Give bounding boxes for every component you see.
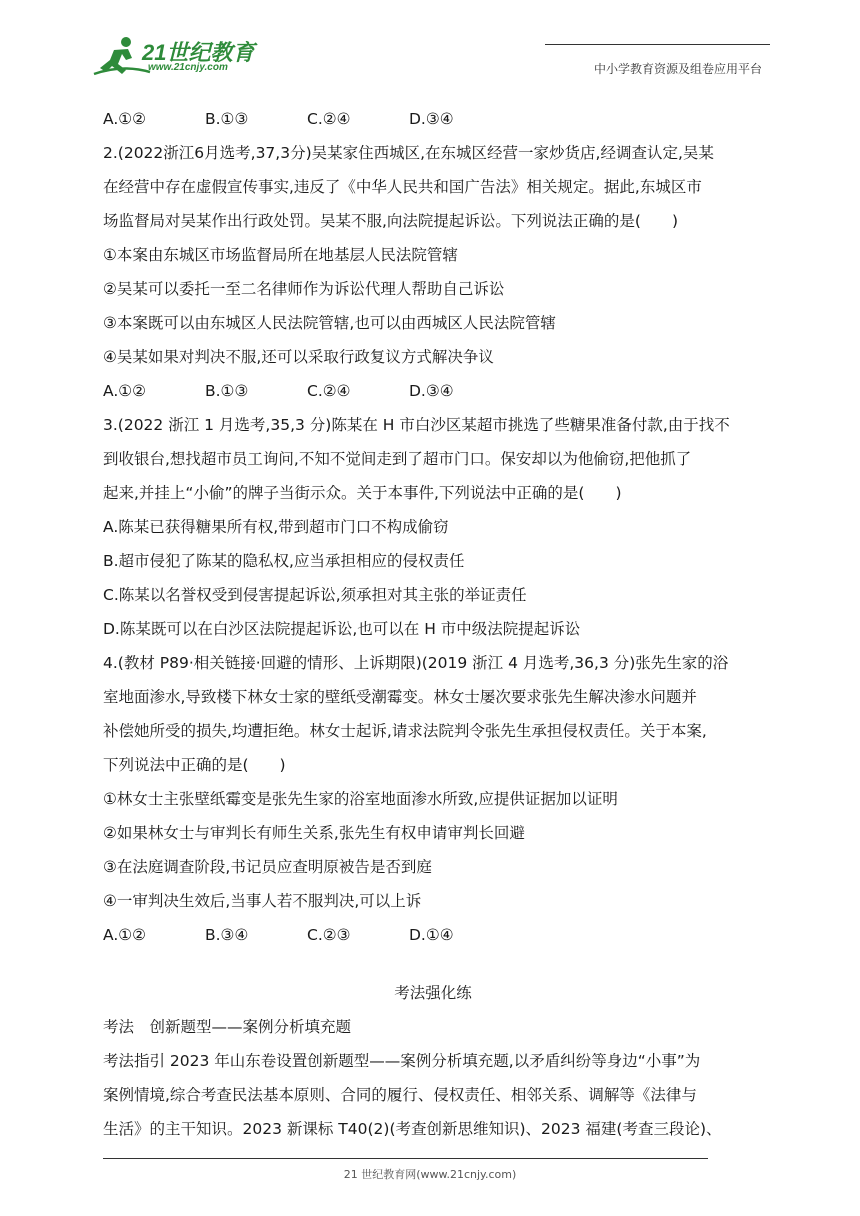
footer-rule [103, 1158, 708, 1159]
header-rule [545, 44, 770, 45]
logo-text: 21世纪教育 [142, 40, 255, 65]
answer-option: D.①④ [409, 926, 454, 944]
section-line: 生活》的主干知识。2023 新课标 T40(2)(考查创新思维知识)、2023 福建(考查三段论)、 [103, 1120, 722, 1138]
section-line: 考法 创新题型——案例分析填充题 [103, 1018, 352, 1036]
answer-options [103, 102, 763, 136]
page-header [92, 34, 762, 80]
question-line: ③在法庭调查阶段,书记员应查明原被告是否到庭 [103, 858, 432, 876]
question-line: ①本案由东城区市场监督局所在地基层人民法院管辖 [103, 246, 458, 264]
question-line: ①林女士主张壁纸霉变是张先生家的浴室地面渗水所致,应提供证据加以证明 [103, 790, 618, 808]
answer-option: C.②④ [307, 110, 351, 128]
question-line: 场监督局对吴某作出行政处罚。吴某不服,向法院提起诉讼。下列说法正确的是( ) [103, 212, 679, 230]
question-line: ④一审判决生效后,当事人若不服判决,可以上诉 [103, 892, 422, 910]
logo-url: www.21cnjy.com [148, 62, 228, 73]
answer-option: B.①③ [205, 382, 249, 400]
answer-options [103, 374, 763, 408]
question-line: ③本案既可以由东城区人民法院管辖,也可以由西城区人民法院管辖 [103, 314, 556, 332]
question-line: 下列说法中正确的是( ) [103, 756, 286, 774]
section-title: 考法强化练 [394, 984, 472, 1002]
question-line: 到收银台,想找超市员工询问,不知不觉间走到了超市门口。保安却以为他偷窃,把他抓了 [103, 450, 692, 468]
answer-option: A.①② [103, 110, 147, 128]
answer-option: B.③④ [205, 926, 249, 944]
answer-option: A.①② [103, 926, 147, 944]
question-line: 起来,并挂上“小偷”的牌子当街示众。关于本事件,下列说法中正确的是( ) [103, 484, 622, 502]
question-line: 2.(2022浙江6月选考,37,3分)吴某家住西城区,在东城区经营一家炒货店,经调查认定,吴某 [103, 144, 714, 162]
answer-option: B.①③ [205, 110, 249, 128]
section-line: 考法指引 2023 年山东卷设置创新题型——案例分析填充题,以矛盾纠纷等身边“小事”为 [103, 1052, 701, 1070]
answer-option: D.③④ [409, 110, 454, 128]
question-line: 在经营中存在虚假宣传事实,违反了《中华人民共和国广告法》相关规定。据此,东城区市 [103, 178, 702, 196]
answer-option: D.③④ [409, 382, 454, 400]
logo [92, 34, 262, 78]
platform-label: 中小学教育资源及组卷应用平台 [593, 62, 762, 76]
answer-options [103, 918, 763, 952]
question-line: 室地面渗水,导致楼下林女士家的壁纸受潮霉变。林女士屡次要求张先生解决渗水问题并 [103, 688, 697, 706]
question-line: D.陈某既可以在白沙区法院提起诉讼,也可以在 H 市中级法院提起诉讼 [103, 620, 581, 638]
page-footer: 21 世纪教育网(www.21cnjy.com) [343, 1168, 517, 1181]
question-lines [103, 102, 763, 952]
question-line: 3.(2022 浙江 1 月选考,35,3 分)陈某在 H 市白沙区某超市挑选了些糖果准备付款,由于找不 [103, 416, 730, 434]
question-line: 补偿她所受的损失,均遭拒绝。林女士起诉,请求法院判令张先生承担侵权责任。关于本案, [103, 722, 707, 740]
question-line: A.陈某已获得糖果所有权,带到超市门口不构成偷窃 [103, 518, 449, 536]
page-content [103, 102, 763, 1146]
answer-option: A.①② [103, 382, 147, 400]
question-line: ②吴某可以委托一至二名律师作为诉讼代理人帮助自己诉讼 [103, 280, 505, 298]
question-line: 4.(教材 P89·相关链接·回避的情形、上诉期限)(2019 浙江 4 月选考,36,3 分)张先生家的浴 [103, 654, 729, 672]
question-line: C.陈某以名誉权受到侵害提起诉讼,须承担对其主张的举证责任 [103, 586, 527, 604]
question-line: B.超市侵犯了陈某的隐私权,应当承担相应的侵权责任 [103, 552, 465, 570]
answer-option: C.②④ [307, 382, 351, 400]
question-line: ②如果林女士与审判长有师生关系,张先生有权申请审判长回避 [103, 824, 525, 842]
question-line: ④吴某如果对判决不服,还可以采取行政复议方式解决争议 [103, 348, 494, 366]
section-line: 案例情境,综合考查民法基本原则、合同的履行、侵权责任、相邻关系、调解等《法律与 [103, 1086, 697, 1104]
answer-option: C.②③ [307, 926, 351, 944]
